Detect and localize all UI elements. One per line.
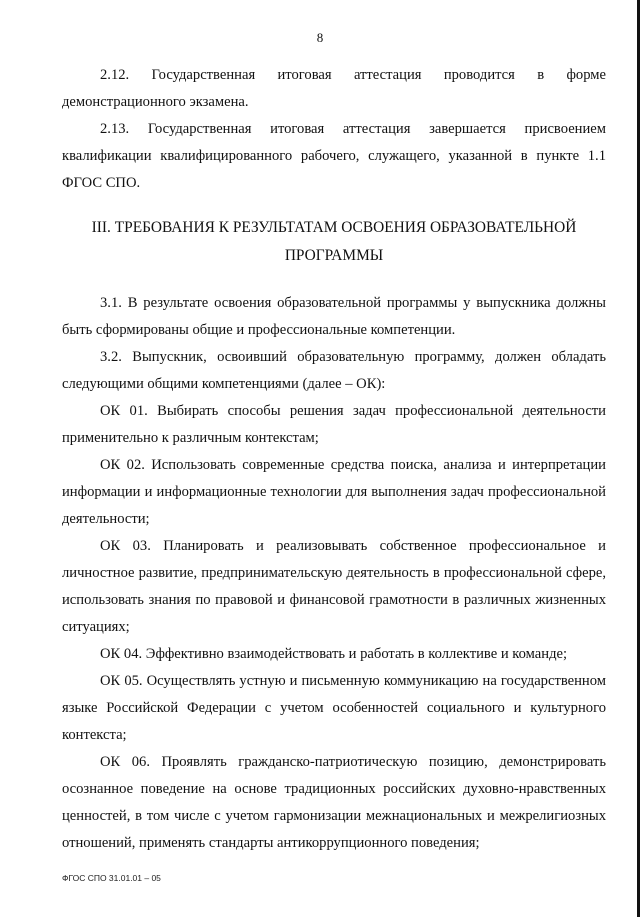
page-number: 8	[316, 30, 324, 45]
paragraph-3-1: 3.1. В результате освоения образовательной программы у выпускника должны быть сформированы общие и профессиональные компетенции.	[62, 295, 606, 338]
competency-ok-05: ОК 05. Осуществлять устную и письменную коммуникацию на государственном языке Российской Федерации с учетом особенностей социального и культурного контекста;	[62, 673, 606, 743]
section-heading: III. ТРЕБОВАНИЯ К РЕЗУЛЬТАТАМ ОСВОЕНИЯ ОБРАЗОВАТЕЛЬНОЙ ПРОГРАММЫ	[91, 219, 577, 264]
competency-ok-04: ОК 04. Эффективно взаимодействовать и работать в коллективе и команде;	[100, 646, 568, 662]
competency-ok-03: ОК 03. Планировать и реализовывать собственное профессиональное и личностное развитие, предпринимательскую деятельность в профессиональной сфере, использовать знания по правовой и финансовой грамотности в различных жизненных ситуациях;	[62, 538, 606, 635]
competency-ok-01: ОК 01. Выбирать способы решения задач профессиональной деятельности применительно к различным контекстам;	[62, 403, 606, 446]
competency-ok-02: ОК 02. Использовать современные средства поиска, анализа и интерпретации информации и информационные технологии для выполнения задач профессиональной деятельности;	[62, 457, 606, 527]
paragraph-3-2: 3.2. Выпускник, освоивший образовательную программу, должен обладать следующими общими компетенциями (далее – ОК):	[62, 349, 606, 392]
paragraph-2-12: 2.12. Государственная итоговая аттестация проводится в форме демонстрационного экзамена.	[62, 67, 606, 110]
competency-ok-06: ОК 06. Проявлять гражданско-патриотическую позицию, демонстрировать осознанное поведение на основе традиционных российских духовно-нравственных ценностей, в том числе с учетом гармонизации межнациональных и межрелигиозных отношений, применять стандарты антикоррупционного поведения;	[62, 754, 606, 851]
page-body	[62, 62, 606, 857]
footer-document-code: ФГОС СПО 31.01.01 – 05	[62, 873, 161, 883]
paragraph-2-13: 2.13. Государственная итоговая аттестация завершается присвоением квалификации квалифицированного рабочего, служащего, указанной в пункте 1.1 ФГОС СПО.	[62, 121, 606, 191]
